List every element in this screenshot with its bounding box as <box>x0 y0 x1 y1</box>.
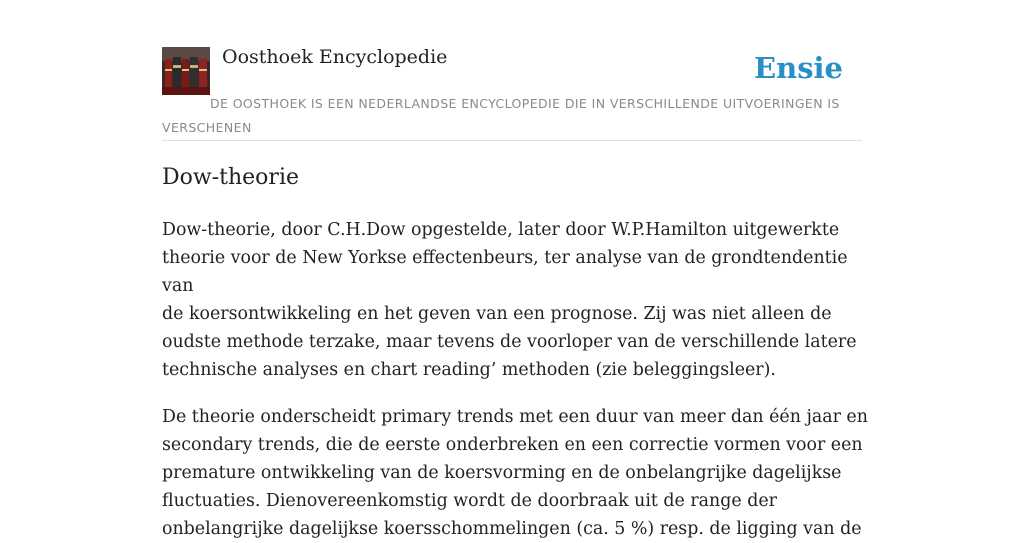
article-paragraph-1: Dow-theorie, door C.H.Dow opgestelde, later door W.P.Hamilton uitgewerkte theorie voor de New Yorkse effectenbeurs, ter analyse van de grondtendentie van de koersontwikkeling en het geven van een prognose. Zij was niet alleen de oudste methode terzake, maar tevens de voorloper van de verschillende latere technische analyses en chart reading’ methoden (zie beleggingsleer). <box>162 220 857 380</box>
ensie-logo-link[interactable]: Ensie <box>754 51 843 85</box>
article-title: Dow-theorie <box>162 165 299 190</box>
site-avatar[interactable] <box>162 47 210 95</box>
book-spines-avatar-icon <box>162 47 210 95</box>
article-paragraph-2: De theorie onderscheidt primary trends met een duur van meer dan één jaar en secondary trends, die de eerste onderbreken en een correctie vormen voor een premature ontwikkeling van de koersvorming en de onbelangrijke dagelijkse fluctuaties. Dienovereenkomstig wordt de doorbraak uit de range der onbelangrijke dagelijkse koersschommelingen (ca. 5 %) resp. de ligging van de <box>162 407 868 539</box>
site-tagline: DE OOSTHOEK IS EEN NEDERLANDSE ENCYCLOPEDIE DIE IN VERSCHILLENDE UITVOERINGEN IS VERSCHENEN <box>162 96 840 135</box>
article <box>162 160 872 543</box>
site-name-link[interactable]: Oosthoek Encyclopedie <box>222 46 448 68</box>
site-header <box>162 46 862 141</box>
